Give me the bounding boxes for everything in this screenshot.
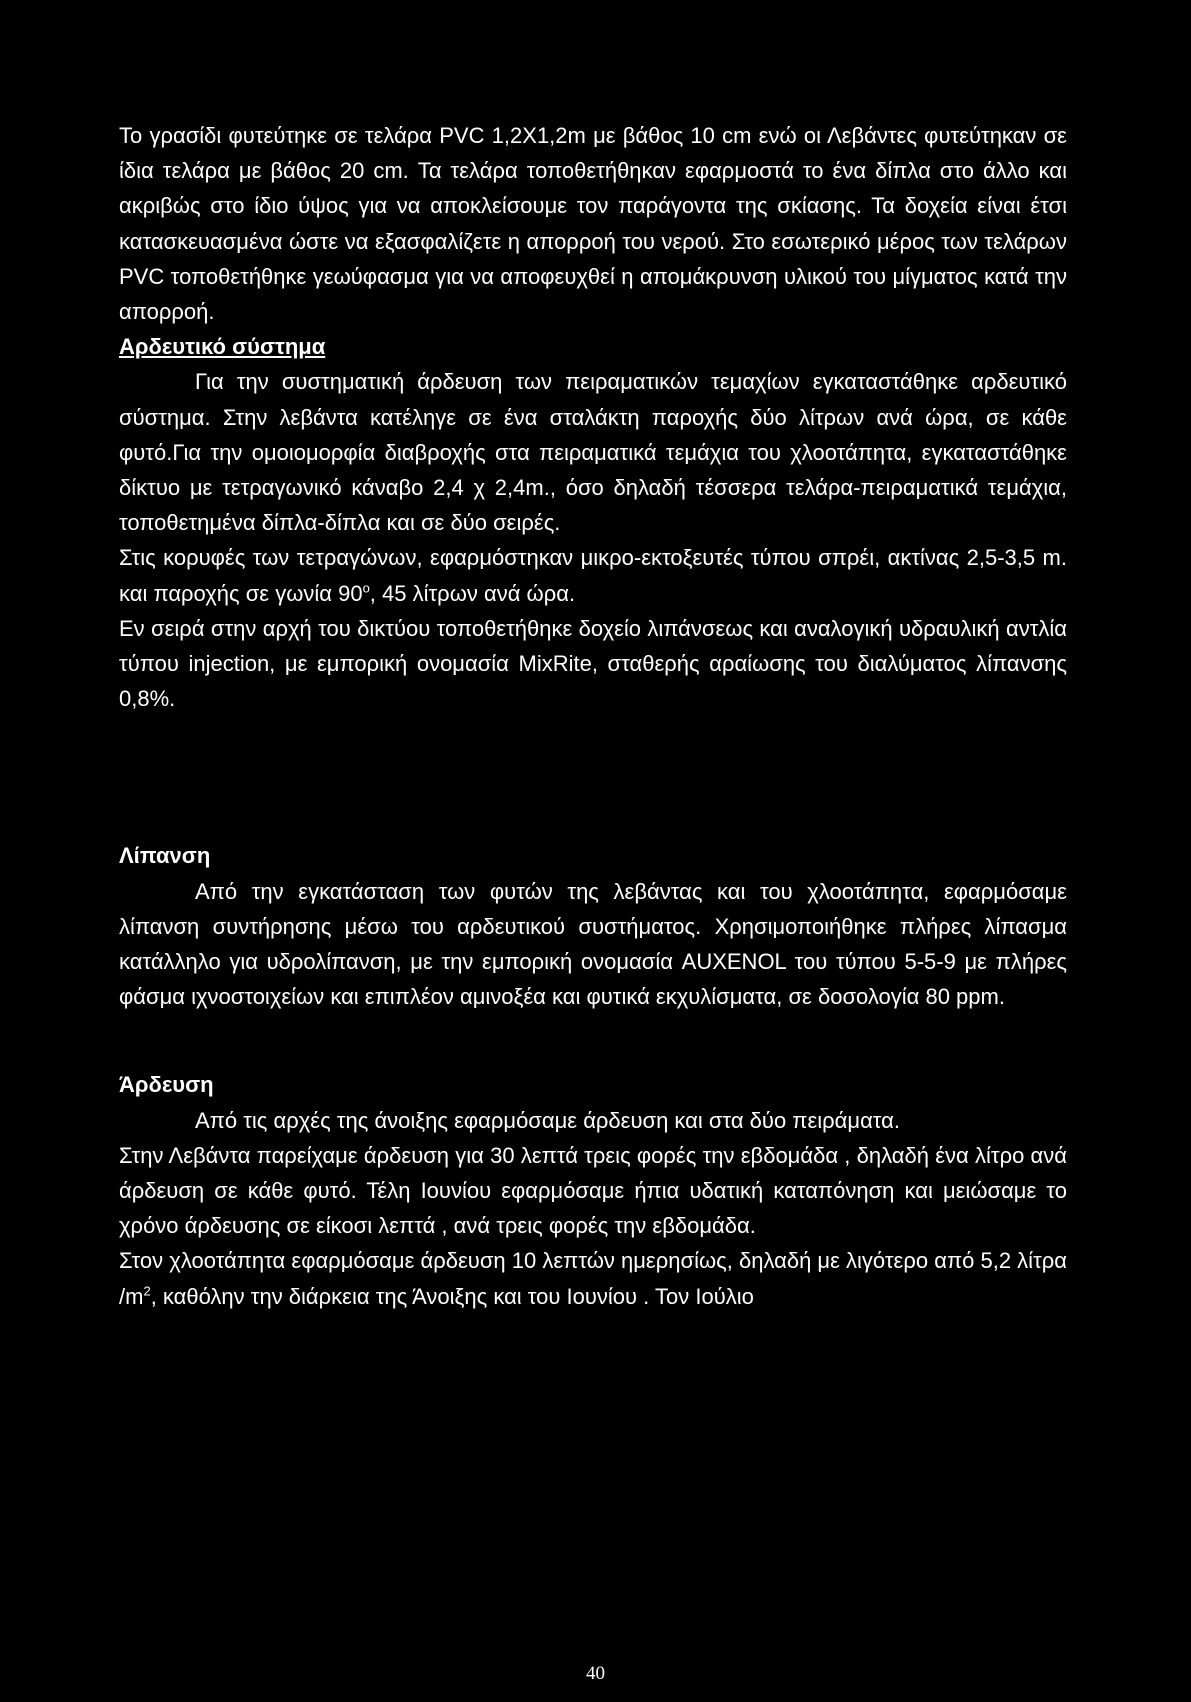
watering-paragraph-1: Από τις αρχές της άνοιξης εφαρμόσαμε άρδευση και στα δύο πειράματα. bbox=[195, 1107, 901, 1133]
watering-paragraph-2: Στην Λεβάντα παρείχαμε άρδευση για 30 λεπτά τρεις φορές την εβδομάδα , δηλαδή ένα λίτρο ανά άρδευση σε κάθε φυτό. Τέλη Ιουνίου εφαρμόσαμε ήπια υδατική καταπόνηση και μειώσαμε το χρόνο άρδευσης σε είκοσι λεπτά , ανά τρεις φορές την εβδομάδα. bbox=[119, 1142, 1067, 1239]
watering-paragraph-3-text: Στον χλοοτάπητα εφαρμόσαμε άρδευση 10 λεπτών ημερησίως, δηλαδή με λιγότερο από 5,2 λίτρα /m bbox=[119, 1248, 1067, 1309]
watering-heading: Άρδευση bbox=[119, 1072, 214, 1098]
irrigation-paragraph-2 bbox=[119, 540, 1067, 610]
section-spacer bbox=[119, 1014, 1067, 1067]
fertilization-heading: Λίπανση bbox=[119, 843, 211, 869]
degree-superscript: ο bbox=[362, 580, 370, 596]
watering-paragraph-3 bbox=[119, 1243, 1067, 1313]
section-spacer bbox=[119, 716, 1067, 838]
body-text bbox=[119, 118, 1067, 1314]
irrigation-paragraph-2-tail: , 45 λίτρων ανά ώρα. bbox=[369, 580, 576, 606]
watering-paragraph-3-tail: , καθόλην την διάρκεια της Άνοιξης και του Ιουνίου . Τον Ιούλιο bbox=[150, 1283, 754, 1309]
irrigation-paragraph-3: Εν σειρά στην αρχή του δικτύου τοποθετήθηκε δοχείο λιπάνσεως και αναλογική υδραυλική αντλία τύπου injection, με εμπορική ονομασία MixRite, σταθερής αραίωσης του διαλύματος λίπανσης 0,8%. bbox=[119, 615, 1067, 712]
page-number: 40 bbox=[586, 1663, 605, 1684]
irrigation-paragraph-2-text: Στις κορυφές των τετραγώνων, εφαρμόστηκαν μικρο-εκτοξευτές τύπου σπρέι, ακτίνας 2,5-3,5 m. και παροχής σε γωνία 90 bbox=[119, 545, 1067, 606]
irrigation-system-heading: Αρδευτικό σύστημα bbox=[119, 334, 326, 360]
fertilization-paragraph: Από την εγκατάσταση των φυτών της λεβάντας και του χλοοτάπητα, εφαρμόσαμε λίπανση συντήρησης μέσω του αρδευτικού συστήματος. Χρησιμοποιήθηκε πλήρες λίπασμα κατάλληλο για υδρολίπανση, με την εμπορική ονομασία AUXENOL του τύπου 5-5-9 με πλήρες φάσμα ιχνοστοιχείων και επιπλέον αμινοξέα και φυτικά εκχυλίσματα, σε δοσολογία 80 ppm. bbox=[119, 878, 1067, 1010]
intro-paragraph: Το γρασίδι φυτεύτηκε σε τελάρα PVC 1,2X1,2m με βάθος 10 cm ενώ οι Λεβάντες φυτεύτηκαν σε ίδια τελάρα με βάθος 20 cm. Τα τελάρα τοποθετήθηκαν εφαρμοστά το ένα δίπλα στο άλλο και ακριβώς στο ίδιο ύψος για να αποκλείσουμε τον παράγοντα της σκίασης. Τα δοχεία είναι έτσι κατασκευασμένα ώστε να εξασφαλίζετε η απορροή του νερού. Στο εσωτερικό μέρος των τελάρων PVC τοποθετήθηκε γεωύφασμα για να αποφευχθεί η απομάκρυνση υλικού του μίγματος κατά την απορροή. bbox=[119, 123, 1067, 325]
irrigation-paragraph-1: Για την συστηματική άρδευση των πειραματικών τεμαχίων εγκαταστάθηκε αρδευτικό σύστημα. Στην λεβάντα κατέληγε σε ένα σταλάκτη παροχής δύο λίτρων ανά ώρα, σε κάθε φυτό.Για την ομοιομορφία διαβροχής στα πειραματικά τεμάχια του χλοοτάπητα, εγκαταστάθηκε δίκτυο με τετραγωνικό κάναβο 2,4 χ 2,4m., όσο δηλαδή τέσσερα τελάρα-πειραματικά τεμάχια, τοποθετημένα δίπλα-δίπλα και σε δύο σειρές. bbox=[119, 369, 1067, 536]
squared-superscript: 2 bbox=[143, 1283, 151, 1299]
